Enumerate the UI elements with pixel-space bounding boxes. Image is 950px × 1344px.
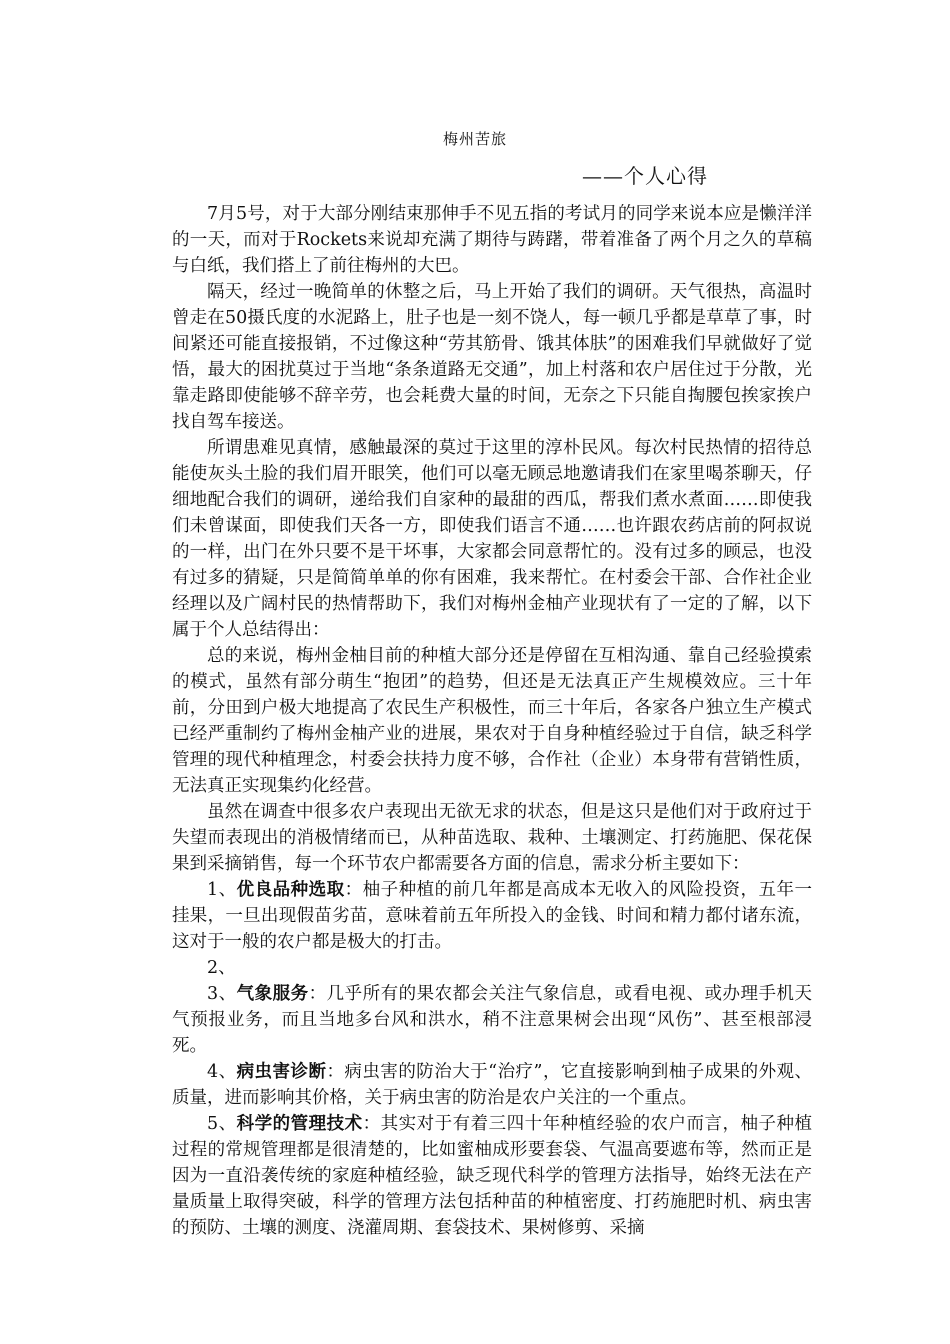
paragraph: 总的来说，梅州金柚目前的种植大部分还是停留在互相沟通、靠自己经验摸索的模式，虽然有部分萌生“抱团”的趋势，但还是无法真正产生规模效应。三十年前，分田到户极大地提高了农民生产积极性，而三十年后，各家各户独立生产模式已经严重制约了梅州金柚产业的进展，果农对于自身种植经验过于自信，缺乏科学管理的现代种植理念，村委会扶持力度不够，合作社（企业）本身带有营销性质，无法真正实现集约化经营。 — [172, 646, 812, 796]
list-item — [172, 955, 812, 981]
list-item — [172, 1059, 812, 1111]
item-number: 3、 — [207, 984, 237, 1004]
item-text: 几乎所有的果农都会关注气象信息，或看电视、或办理手机天气预报业务，而且当地多台风和洪水，稍不注意果树会出现“风伤”、甚至根部浸死。 — [172, 984, 813, 1056]
paragraph: 虽然在调查中很多农户表现出无欲无求的状态，但是这只是他们对于政府过于失望而表现出的消极情绪而已，从种苗选取、栽种、土壤测定、打药施肥、保花保果到采摘销售，每一个环节农户都需要各方面的信息，需求分析主要如下： — [172, 802, 812, 874]
item-separator: ： — [344, 880, 363, 900]
list-item — [172, 1111, 812, 1241]
item-separator: ： — [326, 1062, 345, 1082]
item-heading: 优良品种选取 — [236, 880, 345, 900]
item-separator: ： — [308, 984, 327, 1004]
document-body — [172, 201, 812, 1241]
item-number: 1、 — [207, 880, 237, 900]
paragraph: 隔天，经过一晚简单的休整之后，马上开始了我们的调研。天气很热，高温时曾走在50摄氏度的水泥路上，肚子也是一刻不饶人，每一顿几乎都是草草了事，时间紧还可能直接报销，不过像这种“劳其筋骨、饿其体肤”的困难我们早就做好了觉悟，最大的困扰莫过于当地“条条道路无交通”，加上村落和农户居住过于分散，光靠走路即使能够不辞辛劳，也会耗费大量的时间，无奈之下只能自掏腰包挨家挨户找自驾车接送。 — [172, 282, 812, 432]
list-item — [172, 981, 812, 1059]
item-text: 病虫害的防治大于“治疗”，它直接影响到柚子成果的外观、质量，进而影响其价格，关于病虫害的防治是农户关注的一个重点。 — [172, 1062, 813, 1108]
item-text: 其实对于有着三四十年种植经验的农户而言，柚子种植过程的常规管理都是很清楚的，比如蜜柚成形要套袋、气温高要遮布等，然而正是因为一直沿袭传统的家庭种植经验，缺乏现代科学的管理方法指导，始终无法在产量质量上取得突破，科学的管理方法包括种苗的种植密度、打药施肥时机、病虫害的预防、土壤的测度、浇灌周期、套袋技术、果树修剪、采摘 — [172, 1114, 813, 1238]
paragraph: 所谓患难见真情，感触最深的莫过于这里的淳朴民风。每次村民热情的招待总能使灰头土脸的我们眉开眼笑，他们可以毫无顾忌地邀请我们在家里喝茶聊天，仔细地配合我们的调研，递给我们自家种的最甜的西瓜，帮我们煮水煮面……即使我们未曾谋面，即使我们天各一方，即使我们语言不通……也许跟农药店前的阿叔说的一样，出门在外只要不是干坏事，大家都会同意帮忙的。没有过多的顾忌，也没有过多的猜疑，只是简简单单的你有困难，我来帮忙。在村委会干部、合作社企业经理以及广阔村民的热情帮助下，我们对梅州金柚产业现状有了一定的了解，以下属于个人总结得出： — [172, 438, 812, 640]
item-heading: 科学的管理技术 — [236, 1114, 363, 1134]
item-separator: ： — [362, 1114, 381, 1134]
item-heading: 气象服务 — [236, 984, 309, 1004]
item-number: 5、 — [207, 1114, 237, 1134]
paragraph: 7月5号，对于大部分刚结束那伸手不见五指的考试月的同学来说本应是懒洋洋的一天，而对于Rockets来说却充满了期待与踌躇，带着准备了两个月之久的草稿与白纸，我们搭上了前往梅州的大巴。 — [172, 204, 812, 276]
document-subtitle: ——个人心得 — [582, 164, 708, 188]
item-heading: 病虫害诊断 — [236, 1062, 327, 1082]
item-number: 4、 — [207, 1062, 237, 1082]
item-number: 2、 — [207, 958, 236, 978]
document-title: 梅州苦旅 — [442, 130, 507, 148]
item-text: 柚子种植的前几年都是高成本无收入的风险投资，五年一挂果，一旦出现假苗劣苗，意味着前五年所投入的金钱、时间和精力都付诸东流，这对于一般的农户都是极大的打击。 — [172, 880, 813, 952]
list-item — [172, 877, 812, 955]
